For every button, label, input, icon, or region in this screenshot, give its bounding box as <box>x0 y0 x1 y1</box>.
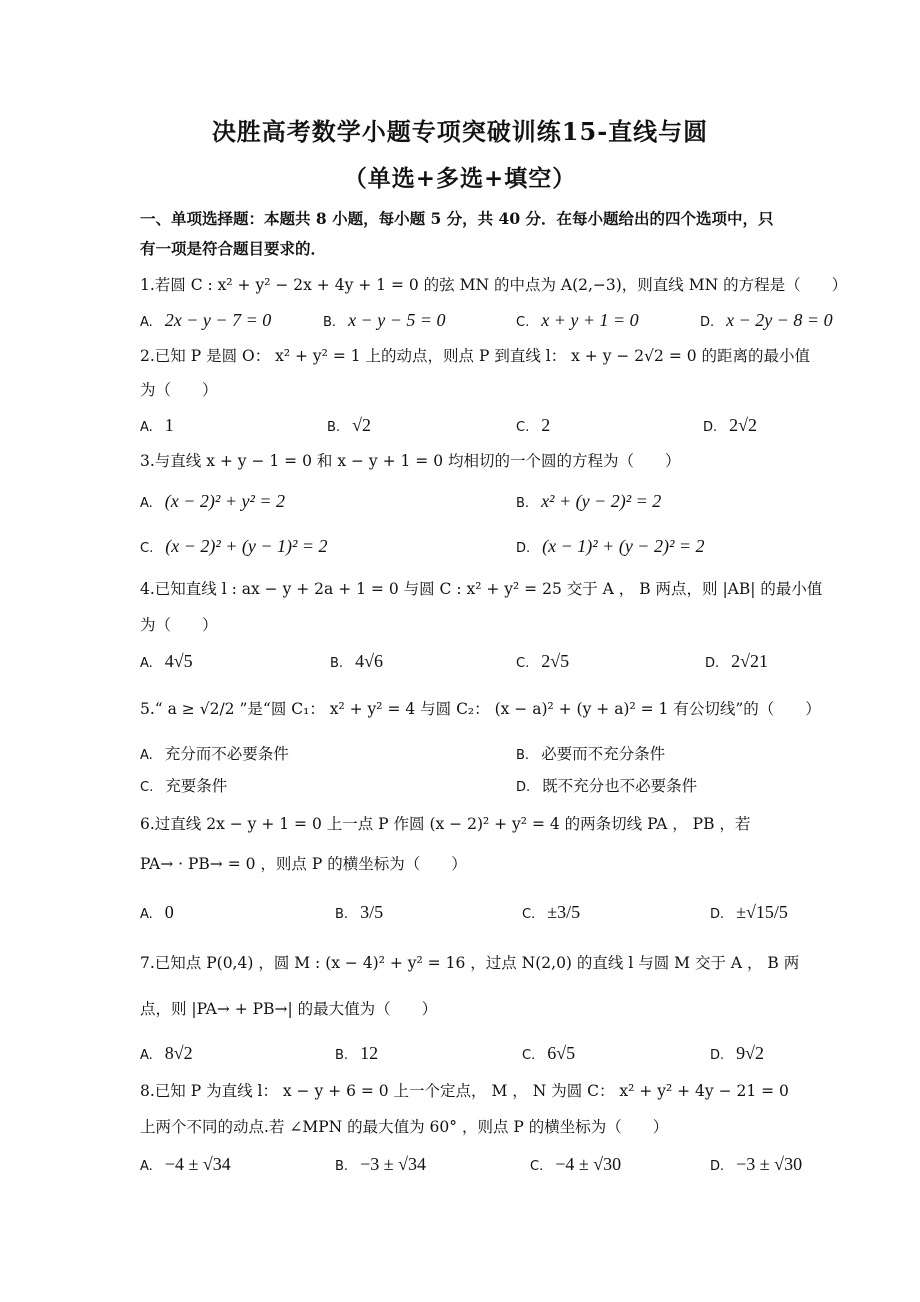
q7-option-c <box>522 1042 575 1067</box>
option-label: A. <box>140 1159 153 1174</box>
question-7-text-cont: 点，则 |PA→ + PB→| 的最大值为（ ） <box>140 1000 438 1018</box>
q4-option-c <box>516 650 569 675</box>
question-8-text: 8.已知 P 为直线 l： x − y + 6 = 0 上一个定点， M ， N 为圆 C： x² + y² + 4y − 21 = 0 <box>140 1082 789 1100</box>
question-6-text: 6.过直线 2x − y + 1 = 0 上一点 P 作圆 (x − 2)² + y² = 4 的两条切线 PA ， PB ，若 <box>140 815 751 833</box>
q4-option-a <box>140 650 193 675</box>
question-4-text-cont: 为（ ） <box>140 616 218 634</box>
option-label: B. <box>323 315 337 330</box>
q5-option-a <box>140 743 289 767</box>
option-text: (x − 2)² + y² = 2 <box>164 491 285 511</box>
option-label: A. <box>140 748 153 763</box>
option-text: −4 ± √34 <box>164 1154 231 1174</box>
option-text: 2x − y − 7 = 0 <box>164 310 272 330</box>
q8-option-c <box>530 1153 621 1178</box>
option-label: B. <box>335 1159 349 1174</box>
option-text: 3/5 <box>360 902 384 922</box>
option-label: B. <box>335 1048 349 1063</box>
option-text: 6√5 <box>547 1043 576 1063</box>
option-text: 0 <box>164 902 174 922</box>
option-text: 2√2 <box>729 415 758 435</box>
option-text: −3 ± √34 <box>360 1154 426 1174</box>
document-title: 决胜高考数学小题专项突破训练15-直线与圆 <box>211 117 709 146</box>
option-text: 充要条件 <box>165 777 228 795</box>
q6-option-c <box>522 901 580 926</box>
option-text: (x − 1)² + (y − 2)² = 2 <box>542 536 705 556</box>
q6-option-d <box>710 901 788 926</box>
option-label: B. <box>516 748 530 763</box>
question-4-text: 4.已知直线 l : ax − y + 2a + 1 = 0 与圆 C : x² + y² = 25 交于 A ， B 两点，则 |AB| 的最小值 <box>140 580 823 598</box>
q7-option-b <box>335 1042 378 1067</box>
option-text: 必要而不充分条件 <box>541 745 666 763</box>
option-label: B. <box>516 496 530 511</box>
question-2-text-cont: 为（ ） <box>140 381 218 399</box>
option-text: x − 2y − 8 = 0 <box>726 310 833 330</box>
section-heading-line1: 一、单项选择题：本题共 8 小题，每小题 5 分，共 40 分．在每小题给出的四个选项中，只 <box>140 209 774 228</box>
question-1-text: 1.若圆 C : x² + y² − 2x + 4y + 1 = 0 的弦 MN 的中点为 A(2,−3)，则直线 MN 的方程是（ ） <box>140 276 848 294</box>
option-text: 1 <box>164 415 174 435</box>
q3-option-c <box>140 535 328 560</box>
question-6-text-cont: PA→ · PB→ = 0 ，则点 P 的横坐标为（ ） <box>140 855 467 873</box>
option-label: C. <box>516 656 530 671</box>
q8-option-d <box>710 1153 802 1178</box>
q7-option-a <box>140 1042 193 1067</box>
question-7-text: 7.已知点 P(0,4) ，圆 M : (x − 4)² + y² = 16 ，过点 N(2,0) 的直线 l 与圆 M 交于 A ， B 两 <box>140 954 800 972</box>
q2-option-d <box>703 414 757 439</box>
option-label: B. <box>330 656 344 671</box>
option-label: D. <box>710 907 725 922</box>
option-text: 4√6 <box>355 651 383 671</box>
option-text: 4√5 <box>164 651 193 671</box>
option-text: 2 <box>541 415 551 435</box>
option-text: −3 ± √30 <box>736 1154 803 1174</box>
option-label: D. <box>516 780 531 795</box>
question-2-text: 2.已知 P 是圆 O： x² + y² = 1 上的动点，则点 P 到直线 l： x + y − 2√2 = 0 的距离的最小值 <box>140 347 811 365</box>
option-text: 充分而不必要条件 <box>164 745 289 763</box>
option-text: x − y − 5 = 0 <box>348 310 446 330</box>
q2-option-b <box>327 414 371 439</box>
option-label: A. <box>140 315 153 330</box>
q6-option-a <box>140 901 174 926</box>
q1-option-a <box>140 309 271 334</box>
option-text: 12 <box>360 1043 379 1063</box>
option-text: ±√15/5 <box>736 902 788 922</box>
option-text: 9√2 <box>736 1043 765 1063</box>
option-text: √2 <box>352 415 371 435</box>
option-label: C. <box>516 420 530 435</box>
q5-option-d <box>516 775 697 799</box>
option-label: B. <box>327 420 341 435</box>
q4-option-b <box>330 650 383 675</box>
q6-option-b <box>335 901 383 926</box>
option-label: A. <box>140 420 153 435</box>
q3-option-a <box>140 490 285 515</box>
q5-option-c <box>140 775 227 799</box>
option-text: 2√5 <box>541 651 570 671</box>
option-text: −4 ± √30 <box>555 1154 622 1174</box>
option-label: A. <box>140 1048 153 1063</box>
option-label: A. <box>140 907 153 922</box>
option-label: B. <box>335 907 349 922</box>
option-text: 既不充分也不必要条件 <box>542 777 698 795</box>
option-label: C. <box>530 1159 544 1174</box>
option-text: x + y + 1 = 0 <box>541 310 639 330</box>
option-label: C. <box>522 1048 536 1063</box>
option-text: ±3/5 <box>547 902 581 922</box>
option-label: C. <box>140 541 154 556</box>
option-label: C. <box>516 315 530 330</box>
q7-option-d <box>710 1042 764 1067</box>
option-text: 8√2 <box>164 1043 193 1063</box>
option-label: C. <box>522 907 536 922</box>
option-text: x² + (y − 2)² = 2 <box>541 491 662 511</box>
option-label: C. <box>140 780 154 795</box>
q3-option-b <box>516 490 661 515</box>
option-label: A. <box>140 656 153 671</box>
q1-option-d <box>700 309 833 334</box>
option-label: D. <box>516 541 531 556</box>
q2-option-c <box>516 414 550 439</box>
option-text: (x − 2)² + (y − 1)² = 2 <box>165 536 328 556</box>
question-5-text: 5.“ a ≥ √2/2 ”是“圆 C₁： x² + y² = 4 与圆 C₂： (x − a)² + (y + a)² = 1 有公切线”的（ ） <box>140 700 821 718</box>
question-8-text-cont: 上两个不同的动点.若 ∠MPN 的最大值为 60° ，则点 P 的横坐标为（ ） <box>140 1118 669 1136</box>
option-label: D. <box>703 420 718 435</box>
option-label: D. <box>710 1159 725 1174</box>
q2-option-a <box>140 414 174 439</box>
q8-option-a <box>140 1153 231 1178</box>
option-label: D. <box>710 1048 725 1063</box>
question-3-text: 3.与直线 x + y − 1 = 0 和 x − y + 1 = 0 均相切的一个圆的方程为（ ） <box>140 452 681 470</box>
q1-option-c <box>516 309 639 334</box>
option-text: 2√21 <box>731 651 769 671</box>
q4-option-d <box>705 650 768 675</box>
section-heading-line2: 有一项是符合题目要求的． <box>140 239 327 258</box>
document-subtitle: （单选+多选+填空） <box>343 165 577 192</box>
q5-option-b <box>516 743 665 767</box>
option-label: D. <box>700 315 715 330</box>
q1-option-b <box>323 309 445 334</box>
q8-option-b <box>335 1153 426 1178</box>
option-label: D. <box>705 656 720 671</box>
option-label: A. <box>140 496 153 511</box>
q3-option-d <box>516 535 705 560</box>
